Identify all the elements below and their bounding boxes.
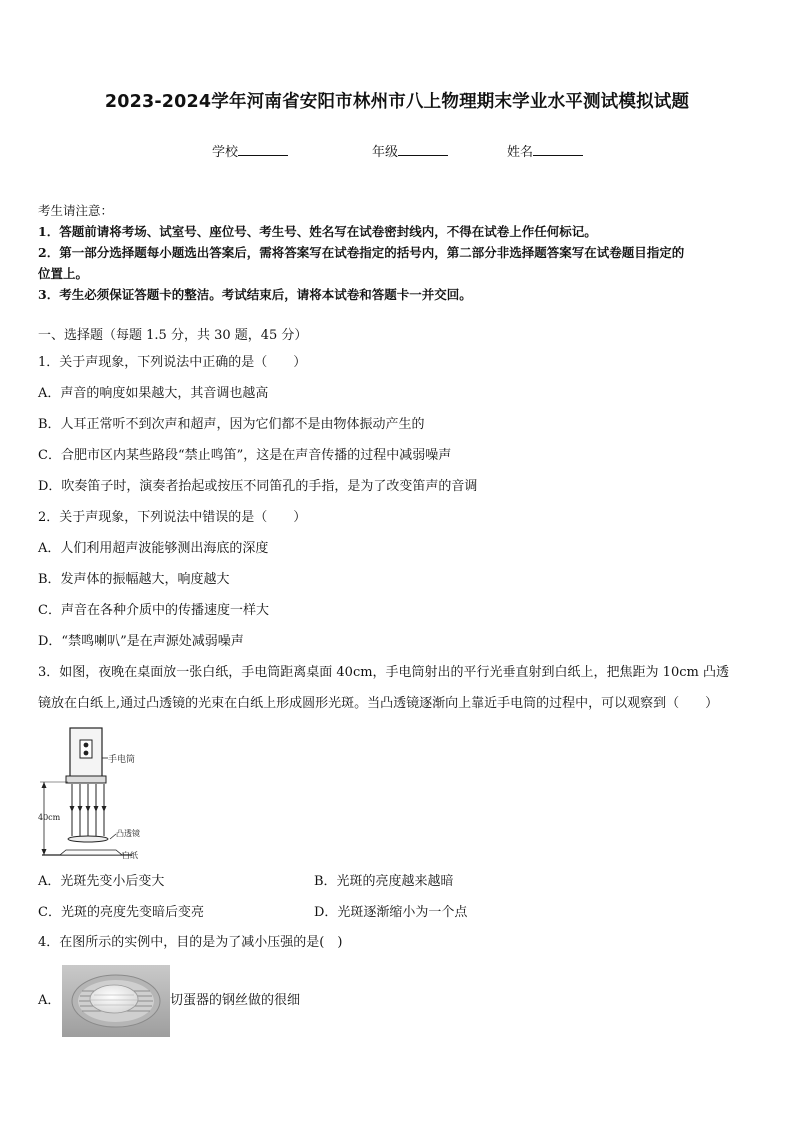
school-blank	[238, 141, 288, 156]
flashlight-head	[66, 776, 106, 783]
notice-item-3: 3．考生必须保证答题卡的整洁。考试结束后，请将本试卷和答题卡一并交回。	[38, 287, 472, 302]
q4-option-a-letter: A．	[38, 993, 61, 1008]
school-label: 学校	[212, 145, 239, 160]
q2-option-a: A．人们利用超声波能够测出海底的深度	[38, 541, 269, 556]
name-label: 姓名	[507, 145, 534, 160]
white-paper	[60, 850, 122, 855]
notice-item-2-cont: 位置上。	[38, 266, 89, 281]
q3-stem-line1: 3．如图，夜晚在桌面放一张白纸，手电筒距离桌面 40cm，手电筒射出的平行光垂直射到白纸上，把焦距为 10cm 凸透	[38, 665, 729, 680]
egg-shape	[90, 985, 138, 1013]
q3-option-d: D．光斑逐渐缩小为一个点	[314, 905, 468, 920]
grade-field	[372, 141, 448, 160]
q1-option-b: B．人耳正常听不到次声和超声，因为它们都不是由物体振动产生的	[38, 417, 425, 432]
q2-option-c: C．声音在各种介质中的传播速度一样大	[38, 603, 269, 618]
flashlight-button-bottom	[84, 751, 89, 756]
q1-option-c: C．合肥市区内某些路段“禁止鸣笛”，这是在声音传播的过程中减弱噪声	[38, 448, 452, 463]
q2-option-d: D．“禁鸣喇叭”是在声源处减弱噪声	[38, 634, 244, 649]
q3-stem-line2: 镜放在白纸上,通过凸透镜的光束在白纸上形成圆形光斑。当凸透镜逐渐向上靠近手电筒的过程中，可以观察到（ ）	[38, 696, 719, 711]
q1-option-a: A．声音的响度如果越大，其音调也越高	[38, 386, 269, 401]
q3-option-a: A．光斑先变小后变大	[38, 874, 165, 889]
q4-stem: 4．在图所示的实例中，目的是为了减小压强的是( )	[38, 935, 343, 950]
lens-label: 凸透镜	[116, 829, 140, 838]
egg-slicer-photo	[62, 965, 170, 1037]
name-blank	[533, 141, 583, 156]
q2-stem: 2．关于声现象，下列说法中错误的是（ ）	[38, 510, 307, 525]
distance-label: 40cm	[38, 813, 61, 822]
flashlight-button-top	[84, 743, 89, 748]
exam-title: 2023-2024学年河南省安阳市林州市八上物理期末学业水平测试模拟试题	[104, 92, 690, 112]
name-field	[507, 141, 583, 160]
grade-blank	[398, 141, 448, 156]
q1-option-d: D．吹奏笛子时，演奏者抬起或按压不同笛孔的手指，是为了改变笛声的音调	[38, 479, 478, 494]
q1-stem: 1．关于声现象，下列说法中正确的是（ ）	[38, 355, 307, 370]
notice-heading: 考生请注意：	[38, 203, 114, 218]
student-info-row	[0, 141, 794, 159]
school-field	[212, 141, 288, 160]
flashlight-label: 手电筒	[108, 755, 136, 765]
notice-item-1: 1．答题前请将考场、试室号、座位号、考生号、姓名写在试卷密封线内，不得在试卷上作任何标记。	[38, 224, 597, 239]
q3-option-c: C．光斑的亮度先变暗后变亮	[38, 905, 204, 920]
q4-option-a-text: 切蛋器的钢丝做的很细	[170, 993, 301, 1008]
section-heading: 一、选择题（每题 1.5 分，共 30 题，45 分）	[38, 328, 308, 343]
convex-lens	[68, 836, 108, 842]
notice-item-2: 2．第一部分选择题每小题选出答案后，需将答案写在试卷指定的括号内，第二部分非选择题答案写在试卷题目指定的	[38, 245, 685, 260]
paper-label: 白纸	[122, 851, 138, 860]
grade-label: 年级	[372, 145, 399, 160]
flashlight-lens-diagram	[38, 724, 168, 864]
q2-option-b: B．发声体的振幅越大，响度越大	[38, 572, 230, 587]
q3-option-b: B．光斑的亮度越来越暗	[314, 874, 454, 889]
